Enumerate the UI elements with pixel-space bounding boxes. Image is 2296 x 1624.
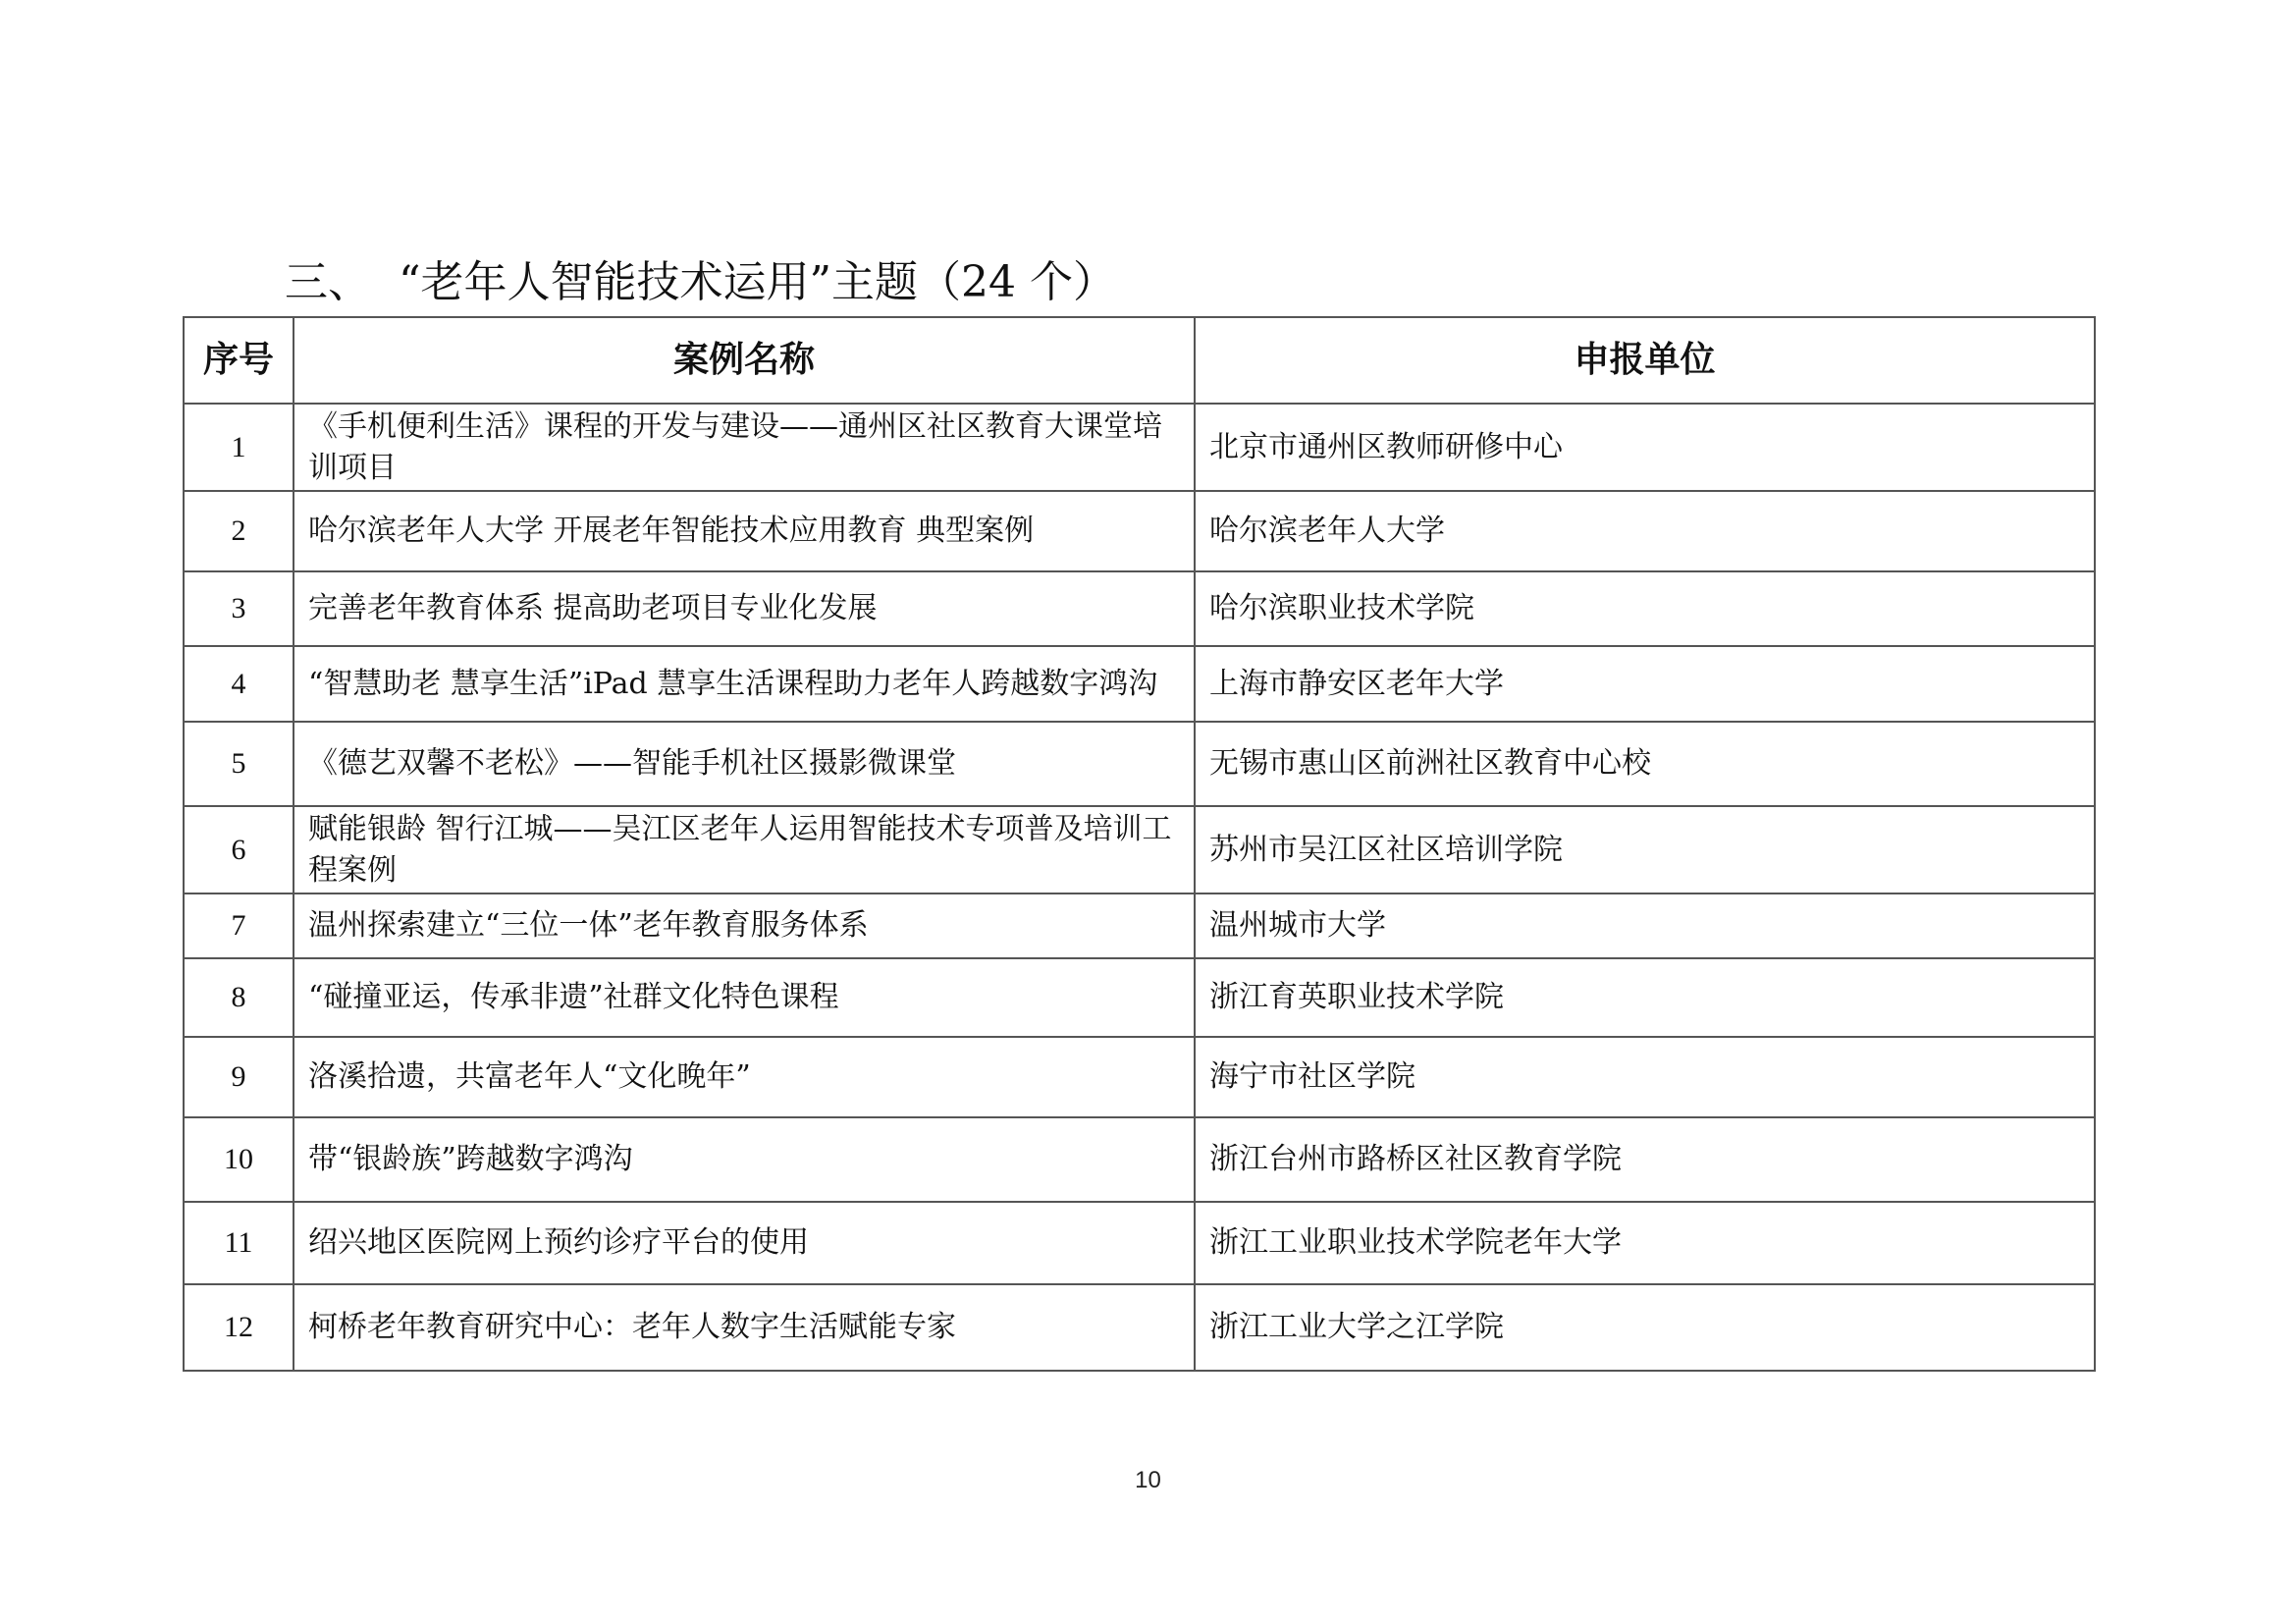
table-row (184, 1037, 2095, 1117)
table-row (184, 1117, 2095, 1202)
section-number: 三、 (285, 257, 371, 307)
case-name: 《德艺双馨不老松》——智能手机社区摄影微课堂 (294, 722, 1195, 806)
case-name: 完善老年教育体系 提高助老项目专业化发展 (294, 571, 1195, 646)
applicant-unit: 浙江工业大学之江学院 (1195, 1284, 2095, 1371)
case-name: 绍兴地区医院网上预约诊疗平台的使用 (294, 1202, 1195, 1284)
applicant-unit: 海宁市社区学院 (1195, 1037, 2095, 1117)
applicant-unit: 无锡市惠山区前洲社区教育中心校 (1195, 722, 2095, 806)
table-row (184, 958, 2095, 1037)
row-number: 8 (184, 958, 294, 1037)
header-case-name: 案例名称 (294, 317, 1195, 404)
row-number: 5 (184, 722, 294, 806)
case-name: 赋能银龄 智行江城——吴江区老年人运用智能技术专项普及培训工程案例 (294, 806, 1195, 893)
row-number: 3 (184, 571, 294, 646)
case-name: 带“银龄族”跨越数字鸿沟 (294, 1117, 1195, 1202)
row-number: 12 (184, 1284, 294, 1371)
case-name: 哈尔滨老年人大学 开展老年智能技术应用教育 典型案例 (294, 491, 1195, 571)
applicant-unit: 浙江工业职业技术学院老年大学 (1195, 1202, 2095, 1284)
row-number: 10 (184, 1117, 294, 1202)
header-unit: 申报单位 (1195, 317, 2095, 404)
case-name: 《手机便利生活》课程的开发与建设——通州区社区教育大课堂培训项目 (294, 404, 1195, 491)
applicant-unit: 浙江育英职业技术学院 (1195, 958, 2095, 1037)
table-row (184, 1202, 2095, 1284)
row-number: 1 (184, 404, 294, 491)
case-name: “碰撞亚运，传承非遗”社群文化特色课程 (294, 958, 1195, 1037)
case-name: 温州探索建立“三位一体”老年教育服务体系 (294, 893, 1195, 958)
table-row (184, 1284, 2095, 1371)
row-number: 11 (184, 1202, 294, 1284)
table-row (184, 491, 2095, 571)
applicant-unit: 温州城市大学 (1195, 893, 2095, 958)
header-no: 序号 (184, 317, 294, 404)
page-number: 10 (1135, 1467, 1161, 1493)
table-row (184, 646, 2095, 722)
applicant-unit: 北京市通州区教师研修中心 (1195, 404, 2095, 491)
table-row (184, 722, 2095, 806)
row-number: 4 (184, 646, 294, 722)
table-row (184, 404, 2095, 491)
applicant-unit: 上海市静安区老年大学 (1195, 646, 2095, 722)
applicant-unit: 哈尔滨老年人大学 (1195, 491, 2095, 571)
case-name: 柯桥老年教育研究中心：老年人数字生活赋能专家 (294, 1284, 1195, 1371)
table-row (184, 893, 2095, 958)
cases-table (183, 316, 2096, 1372)
table-header-row (184, 317, 2095, 404)
section-title-text: “老年人智能技术运用”主题（24 个） (399, 257, 1116, 307)
case-name: “智慧助老 慧享生活”iPad 慧享生活课程助力老年人跨越数字鸿沟 (294, 646, 1195, 722)
row-number: 7 (184, 893, 294, 958)
row-number: 2 (184, 491, 294, 571)
case-name: 洛溪拾遗，共富老年人“文化晚年” (294, 1037, 1195, 1117)
section-title (285, 253, 1116, 312)
row-number: 9 (184, 1037, 294, 1117)
table-row (184, 571, 2095, 646)
row-number: 6 (184, 806, 294, 893)
applicant-unit: 苏州市吴江区社区培训学院 (1195, 806, 2095, 893)
table-row (184, 806, 2095, 893)
applicant-unit: 浙江台州市路桥区社区教育学院 (1195, 1117, 2095, 1202)
applicant-unit: 哈尔滨职业技术学院 (1195, 571, 2095, 646)
